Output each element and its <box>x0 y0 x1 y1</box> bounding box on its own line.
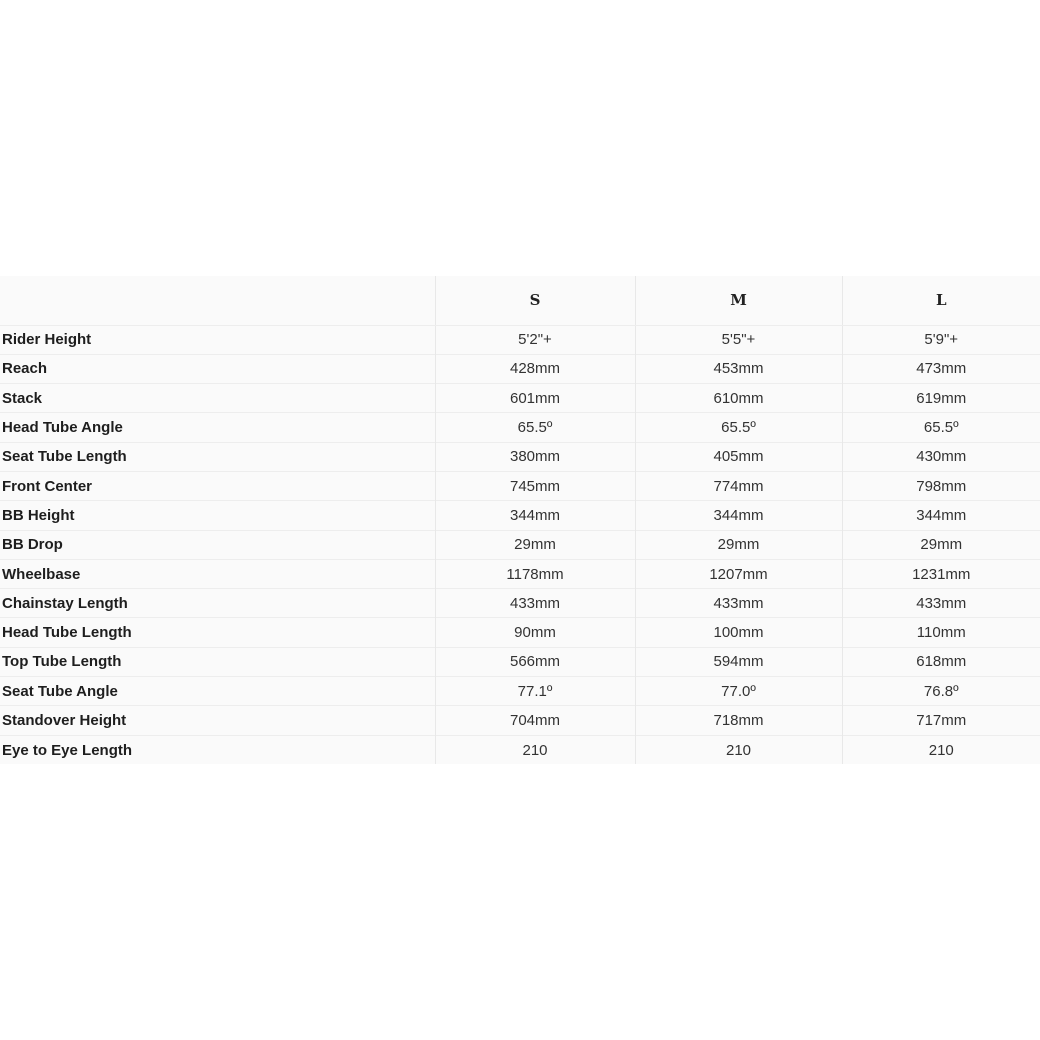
row-label: Stack <box>0 384 435 413</box>
row-label: Wheelbase <box>0 559 435 588</box>
cell-s: 601mm <box>435 384 635 413</box>
table-row <box>0 677 1040 706</box>
cell-m: 77.0º <box>635 677 842 706</box>
cell-s: 566mm <box>435 647 635 676</box>
table-row <box>0 706 1040 735</box>
table-row <box>0 589 1040 618</box>
cell-l: 618mm <box>842 647 1040 676</box>
table-row <box>0 384 1040 413</box>
cell-s: 380mm <box>435 442 635 471</box>
geometry-table-container <box>0 276 1040 764</box>
cell-s: 65.5º <box>435 413 635 442</box>
row-label: Top Tube Length <box>0 647 435 676</box>
row-label: BB Height <box>0 501 435 530</box>
row-label: Reach <box>0 354 435 383</box>
table-row <box>0 471 1040 500</box>
table-row <box>0 559 1040 588</box>
cell-l: 433mm <box>842 589 1040 618</box>
table-row <box>0 618 1040 647</box>
cell-l: 473mm <box>842 354 1040 383</box>
cell-m: 29mm <box>635 530 842 559</box>
cell-m: 433mm <box>635 589 842 618</box>
cell-l: 717mm <box>842 706 1040 735</box>
table-header-row <box>0 276 1040 325</box>
cell-l: 619mm <box>842 384 1040 413</box>
cell-s: 433mm <box>435 589 635 618</box>
cell-m: 100mm <box>635 618 842 647</box>
row-label: Head Tube Angle <box>0 413 435 442</box>
cell-m: 405mm <box>635 442 842 471</box>
cell-m: 594mm <box>635 647 842 676</box>
geometry-table <box>0 276 1040 764</box>
cell-m: 453mm <box>635 354 842 383</box>
cell-s: 745mm <box>435 471 635 500</box>
row-label: Eye to Eye Length <box>0 735 435 764</box>
header-size-s: S <box>435 276 635 325</box>
row-label: Front Center <box>0 471 435 500</box>
table-row <box>0 647 1040 676</box>
cell-m: 5'5"+ <box>635 325 842 354</box>
table-row <box>0 354 1040 383</box>
row-label: Chainstay Length <box>0 589 435 618</box>
cell-s: 1178mm <box>435 559 635 588</box>
cell-s: 344mm <box>435 501 635 530</box>
cell-l: 344mm <box>842 501 1040 530</box>
cell-l: 65.5º <box>842 413 1040 442</box>
header-blank-cell <box>0 276 435 325</box>
row-label: Seat Tube Length <box>0 442 435 471</box>
cell-l: 29mm <box>842 530 1040 559</box>
table-row <box>0 530 1040 559</box>
cell-m: 344mm <box>635 501 842 530</box>
table-row <box>0 413 1040 442</box>
row-label: Standover Height <box>0 706 435 735</box>
table-row <box>0 501 1040 530</box>
cell-s: 704mm <box>435 706 635 735</box>
cell-l: 1231mm <box>842 559 1040 588</box>
row-label: Rider Height <box>2 331 92 349</box>
cell-s: 5'2"+ <box>435 325 635 354</box>
cell-m: 774mm <box>635 471 842 500</box>
cell-m: 1207mm <box>635 559 842 588</box>
cell-s: 90mm <box>435 618 635 647</box>
cell-s: 428mm <box>435 354 635 383</box>
row-label: Seat Tube Angle <box>0 677 435 706</box>
header-size-m: M <box>635 276 842 325</box>
cell-l: 5'9"+ <box>842 325 1040 354</box>
cell-s: 77.1º <box>435 677 635 706</box>
header-size-l: L <box>842 276 1040 325</box>
cell-l: 110mm <box>842 618 1040 647</box>
cell-m: 718mm <box>635 706 842 735</box>
cell-s: 29mm <box>435 530 635 559</box>
cell-m: 65.5º <box>635 413 842 442</box>
row-label: BB Drop <box>0 530 435 559</box>
table-row <box>0 735 1040 764</box>
cell-m: 610mm <box>635 384 842 413</box>
cell-l: 798mm <box>842 471 1040 500</box>
cell-l: 430mm <box>842 442 1040 471</box>
cell-l: 76.8º <box>842 677 1040 706</box>
cell-l: 210 <box>842 735 1040 764</box>
cell-s: 210 <box>435 735 635 764</box>
table-row <box>0 325 1040 354</box>
table-row <box>0 442 1040 471</box>
row-label: Head Tube Length <box>0 618 435 647</box>
cell-m: 210 <box>635 735 842 764</box>
